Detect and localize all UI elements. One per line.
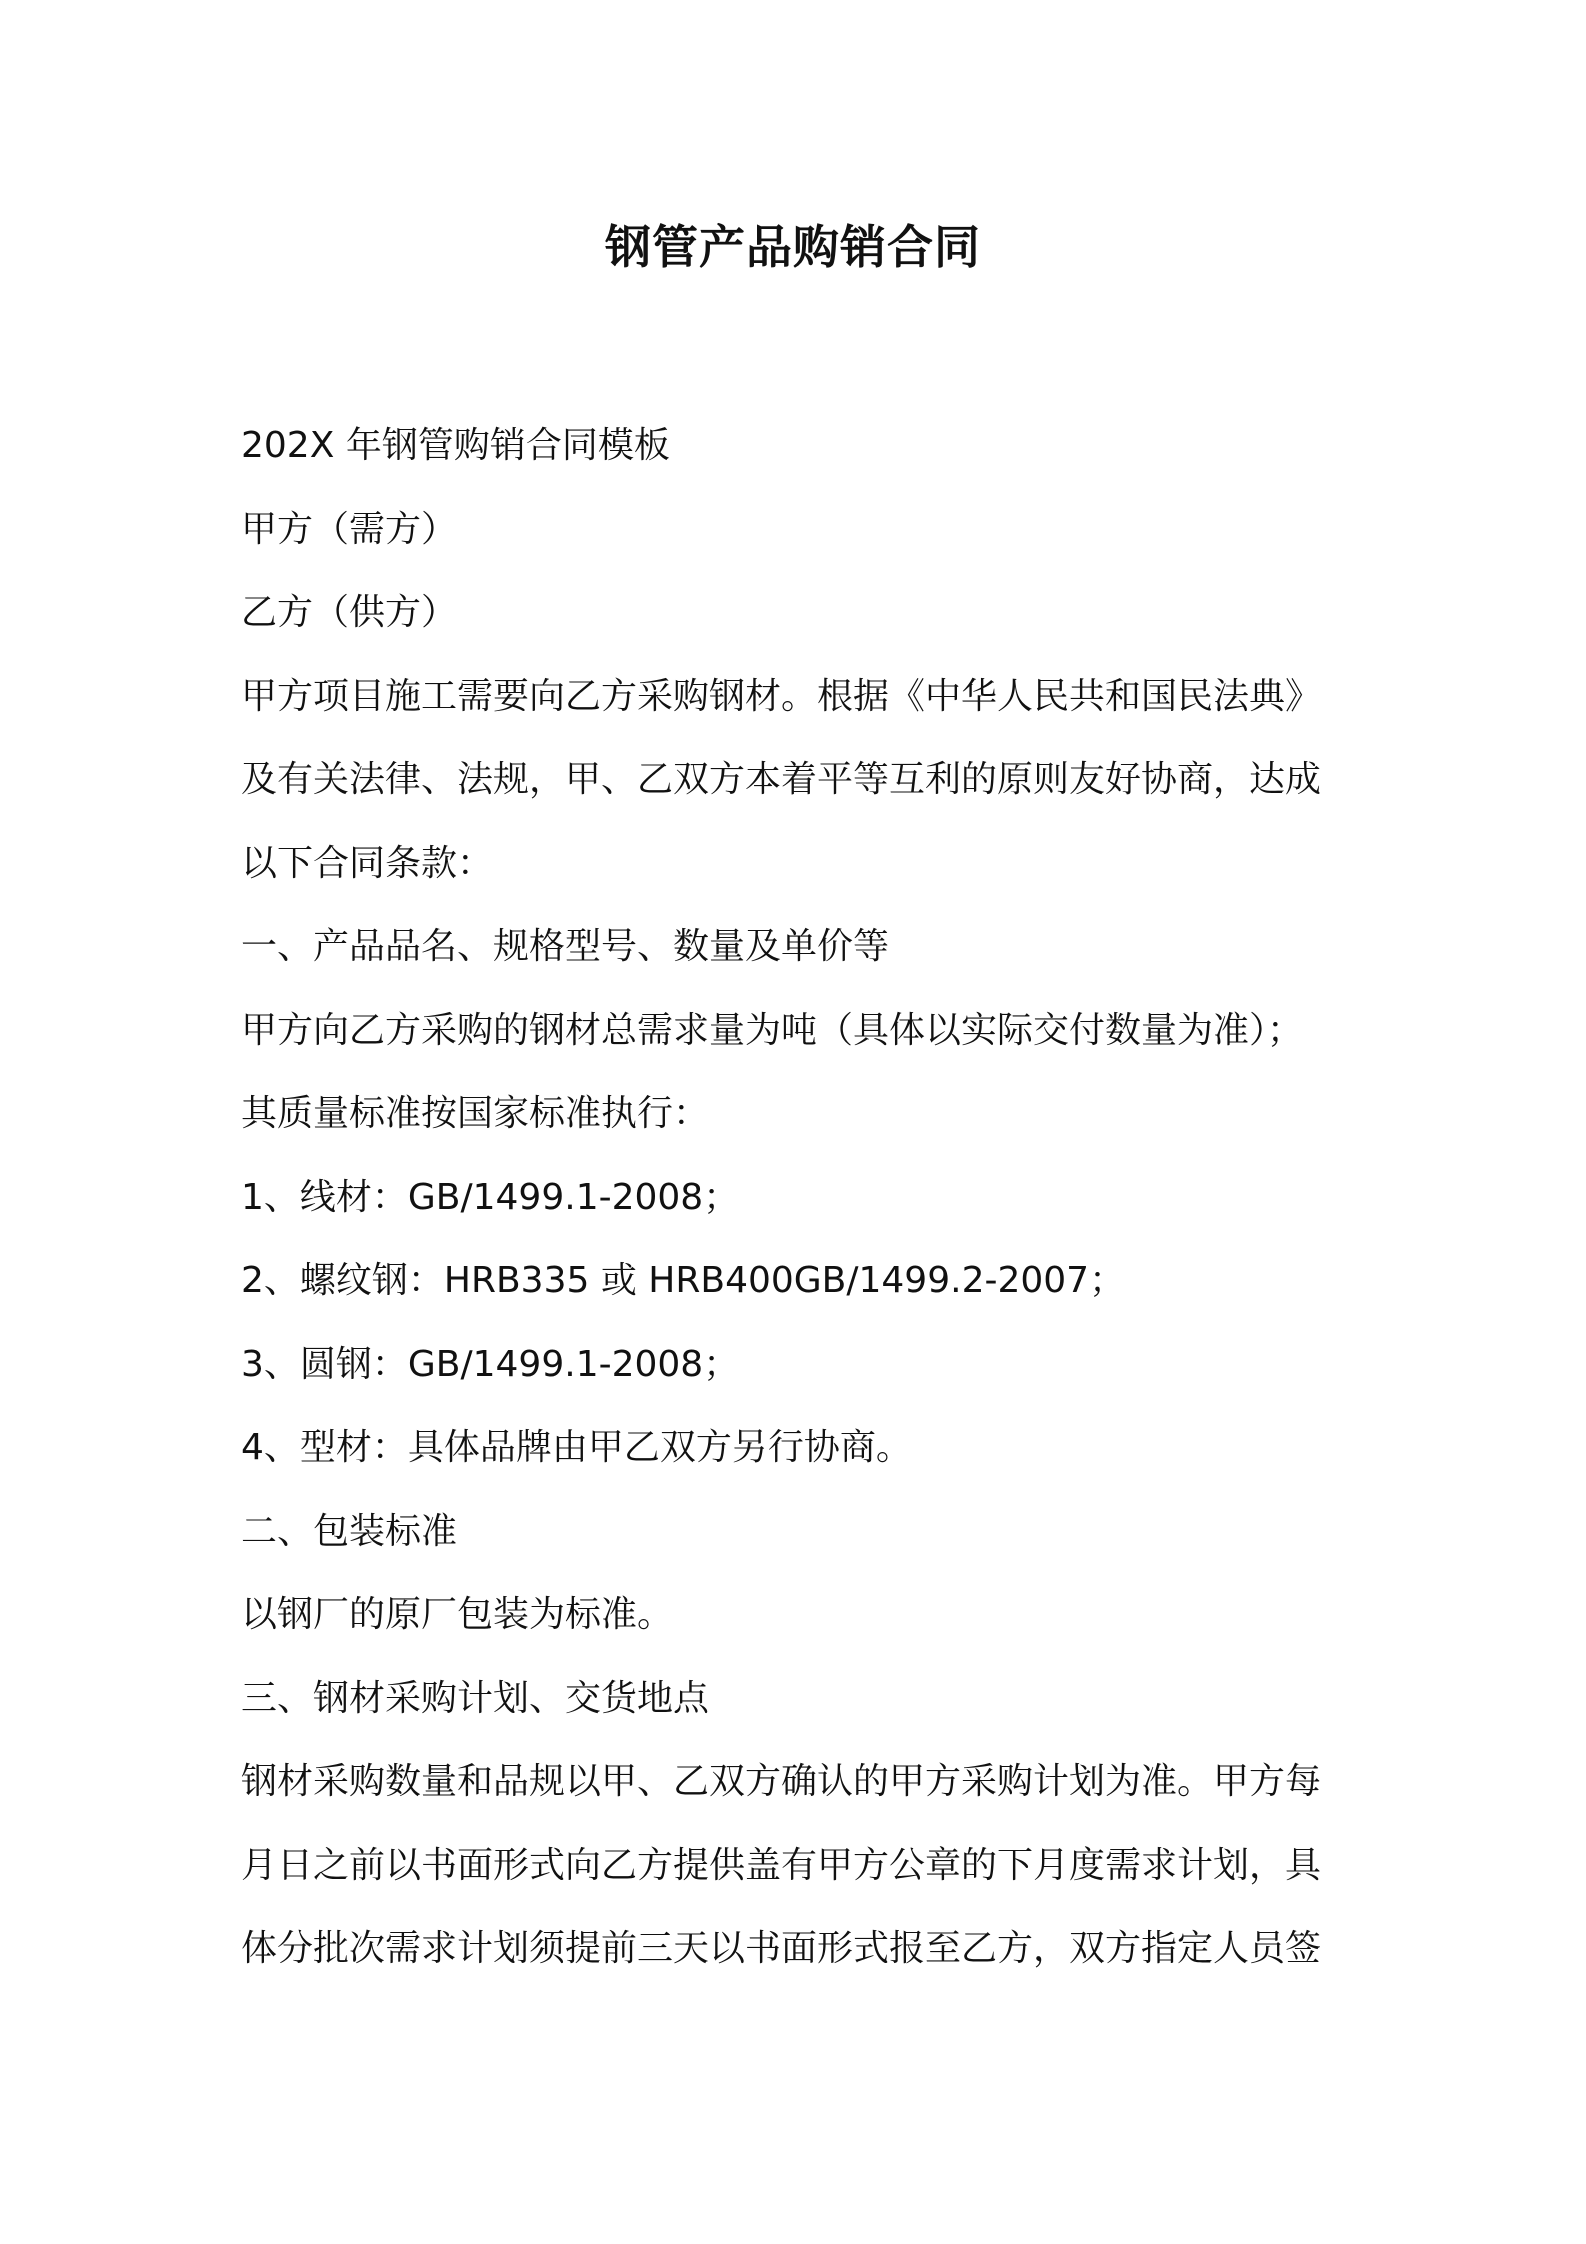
- list-item: 3、圆钢：GB/1499.1-2008；: [241, 1343, 740, 1385]
- list-item: 1、线材：GB/1499.1-2008；: [241, 1176, 740, 1218]
- paragraph-line: 甲方项目施工需要向乙方采购钢材。根据《中华人民共和国民法典》: [241, 675, 1322, 717]
- paragraph-line: 钢材采购数量和品规以甲、乙双方确认的甲方采购计划为准。甲方每: [241, 1761, 1322, 1802]
- paragraph-line: 以钢厂的原厂包装为标准。: [241, 1594, 674, 1635]
- paragraph-line: 以下合同条款：: [241, 842, 494, 884]
- section-heading: 三、钢材采购计划、交货地点: [241, 1677, 710, 1719]
- section-heading: 一、产品品名、规格型号、数量及单价等: [241, 926, 890, 967]
- paragraph-line: 及有关法律、法规，甲、乙双方本着平等互利的原则友好协商，达成: [241, 759, 1322, 800]
- document-body: [241, 404, 1361, 1991]
- paragraph-line: 其质量标准按国家标准执行：: [241, 1093, 710, 1134]
- party-b-line: 乙方（供方）: [241, 592, 458, 633]
- document-title: 钢管产品购销合同: [605, 220, 981, 274]
- list-item: 2、螺纹钢：HRB335 或 HRB400GB/1499.2-2007；: [241, 1260, 1126, 1301]
- section-heading: 二、包装标准: [241, 1510, 458, 1552]
- list-item: 4、型材：具体品牌由甲乙双方另行协商。: [241, 1427, 912, 1468]
- paragraph-line: 甲方向乙方采购的钢材总需求量为吨（具体以实际交付数量为准）；: [241, 1009, 1304, 1051]
- party-a-line: 甲方（需方）: [241, 508, 458, 550]
- paragraph-line: 体分批次需求计划须提前三天以书面形式报至乙方，双方指定人员签: [241, 1928, 1322, 1969]
- paragraph-line: 月日之前以书面形式向乙方提供盖有甲方公章的下月度需求计划，具: [241, 1844, 1322, 1886]
- subtitle-line: 202X 年钢管购销合同模板: [241, 425, 670, 466]
